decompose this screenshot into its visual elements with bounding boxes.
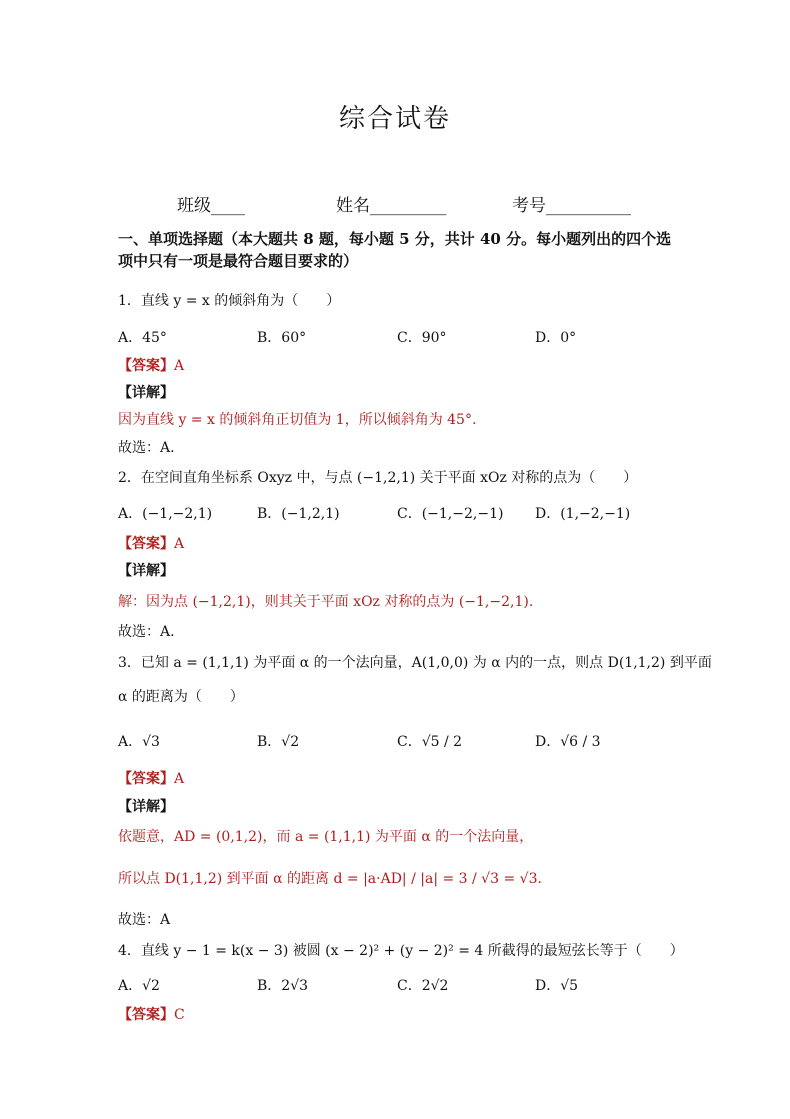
- answer-tag: 【答案】: [118, 771, 174, 787]
- q2-detail-tag: 【详解】: [118, 563, 174, 579]
- page-title: 综合试卷: [338, 104, 451, 134]
- q4-option-a: A．√2: [118, 978, 160, 994]
- q1-solution: 因为直线 y = x 的倾斜角正切值为 1，所以倾斜角为 45°.: [118, 412, 477, 428]
- name-field: 姓名_________: [336, 196, 447, 216]
- q2-option-b: B．(−1,2,1): [257, 506, 340, 522]
- answer-tag: 【答案】: [118, 358, 174, 374]
- q1-option-d: D．0°: [535, 330, 577, 346]
- answer-value: A: [174, 358, 185, 374]
- q1-conclusion: 故选：A.: [118, 440, 175, 456]
- class-field: 班级____: [177, 196, 245, 216]
- section-heading: 一、单项选择题（本大题共 8 题，每小题 5 分，共计 40 分。每小题列出的四个选项中只有一项是最符合题目要求的）: [118, 230, 672, 270]
- q4-option-c: C．2√2: [397, 978, 449, 994]
- q3-option-a: A．√3: [118, 734, 160, 750]
- q2-conclusion: 故选：A.: [118, 624, 175, 640]
- q2-answer: [118, 533, 184, 553]
- q1-option-a: A．45°: [118, 330, 167, 346]
- answer-tag: 【答案】: [118, 536, 174, 552]
- q3-option-c: C．√5 / 2: [397, 734, 463, 750]
- answer-value: C: [174, 1007, 185, 1023]
- answer-value: A: [174, 771, 185, 787]
- q3-option-b: B．√2: [257, 734, 300, 750]
- question-3-stem-line2: α 的距离为（ ）: [118, 689, 244, 705]
- question-2-stem: 2．在空间直角坐标系 Oxyz 中，与点 (−1,2,1) 关于平面 xOz 对称的点为（ ）: [118, 470, 638, 486]
- question-3-stem-line1: 3．已知 a = (1,1,1) 为平面 α 的一个法向量，A(1,0,0) 为 α 内的一点，则点 D(1,1,2) 到平面: [118, 655, 712, 671]
- q3-solution-line1: 依题意，AD = (0,1,2)，而 a = (1,1,1) 为平面 α 的一个法向量，: [118, 829, 534, 845]
- q2-option-d: D．(1,−2,−1): [535, 506, 631, 522]
- answer-tag: 【答案】: [118, 1007, 174, 1023]
- q4-answer: [118, 1004, 185, 1024]
- q2-option-a: A．(−1,−2,1): [118, 506, 213, 522]
- q4-option-b: B．2√3: [257, 978, 309, 994]
- q3-solution-line2: 所以点 D(1,1,2) 到平面 α 的距离 d = |a·AD| / |a| = 3 / √3 = √3.: [118, 871, 542, 887]
- q1-answer: [118, 355, 184, 375]
- q2-solution: 解：因为点 (−1,2,1)，则其关于平面 xOz 对称的点为 (−1,−2,1).: [118, 594, 534, 610]
- question-4-stem: 4．直线 y − 1 = k(x − 3) 被圆 (x − 2)² + (y − 2)² = 4 所截得的最短弦长等于（ ）: [118, 943, 684, 959]
- q1-detail-tag: 【详解】: [118, 385, 174, 401]
- q1-option-b: B．60°: [257, 330, 307, 346]
- question-1-stem: 1．直线 y = x 的倾斜角为（ ）: [118, 293, 341, 309]
- q2-option-c: C．(−1,−2,−1): [397, 506, 504, 522]
- q3-answer: [118, 768, 184, 788]
- q3-detail-tag: 【详解】: [118, 799, 174, 815]
- q1-option-c: C．90°: [397, 330, 447, 346]
- q4-option-d: D．√5: [535, 978, 579, 994]
- q3-conclusion: 故选：A: [118, 912, 171, 928]
- id-field: 考号__________: [512, 196, 631, 216]
- answer-value: A: [174, 536, 185, 552]
- q3-option-d: D．√6 / 3: [535, 734, 601, 750]
